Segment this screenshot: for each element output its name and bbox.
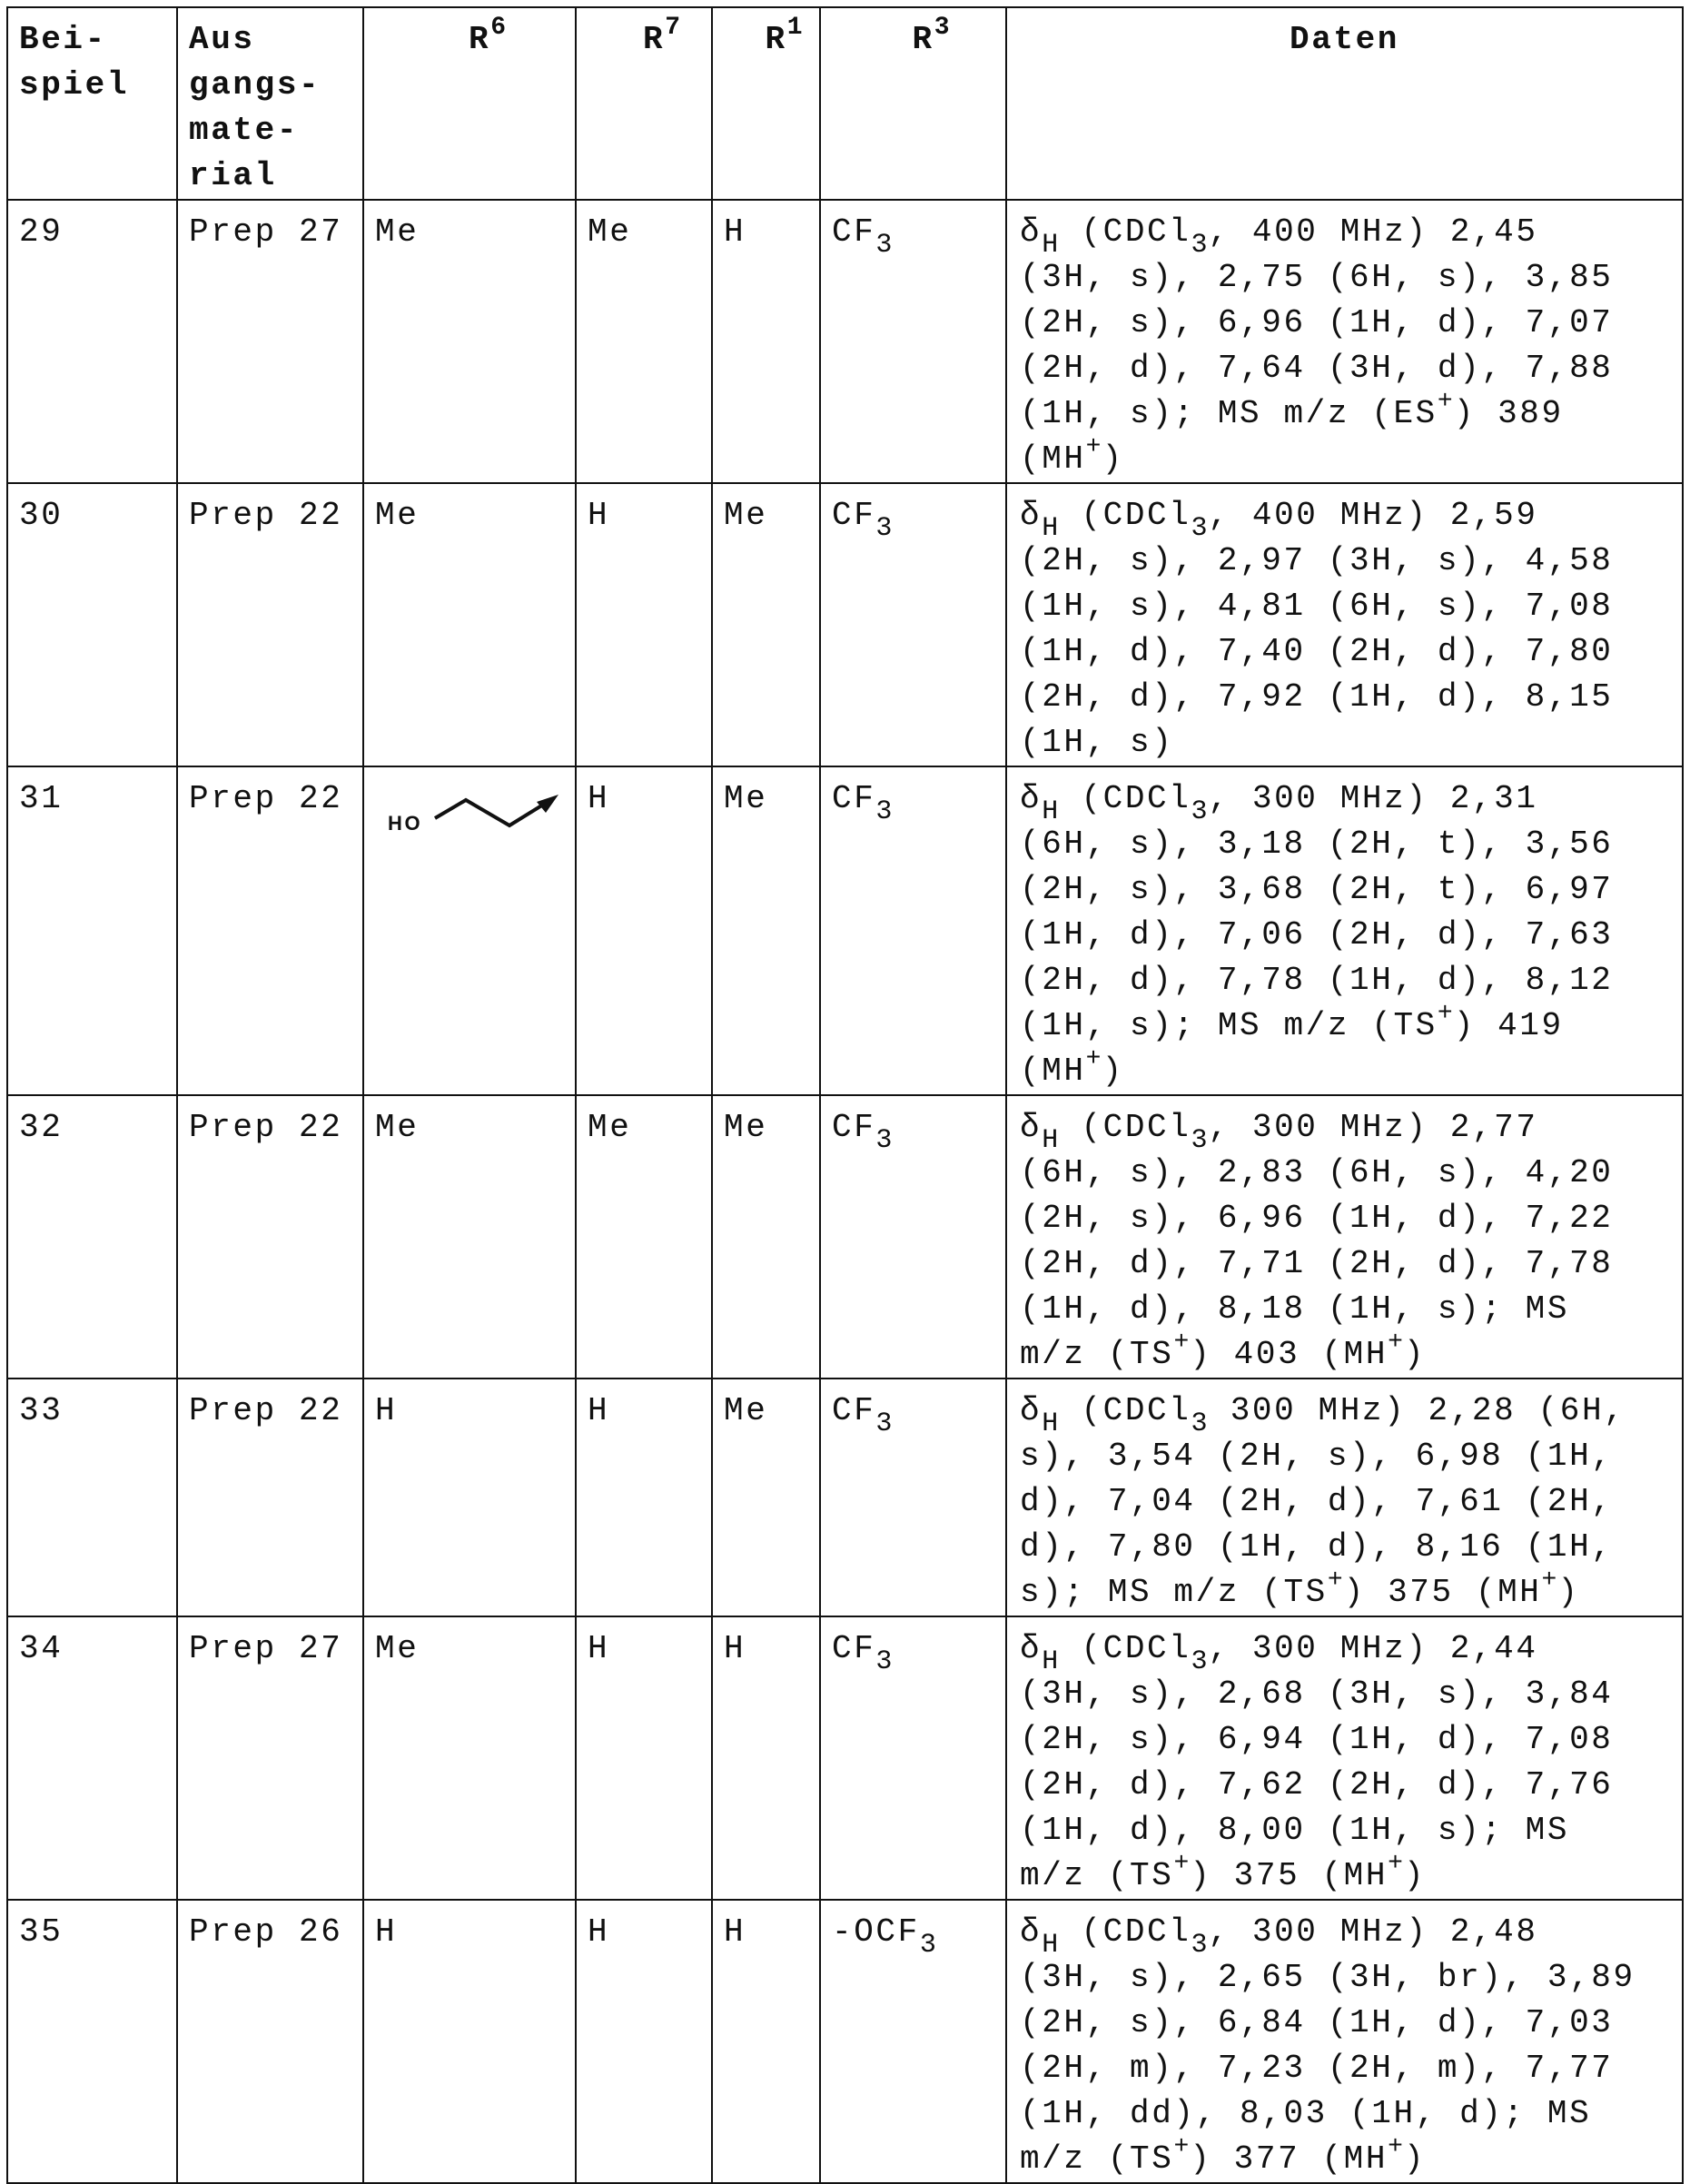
text-segment: d), 7,80 (1H, d), 8,16 (1H, bbox=[1020, 1528, 1614, 1566]
text-segment: δ bbox=[1020, 780, 1042, 817]
text-segment: m/z (TS bbox=[1020, 1857, 1173, 1894]
header-line: Bei- bbox=[19, 17, 176, 63]
subscript: H bbox=[1042, 1646, 1059, 1677]
data-line bbox=[1020, 1003, 1682, 1049]
beispiel-cell: 35 bbox=[7, 1900, 177, 2183]
text-segment: (CDCl bbox=[1059, 1392, 1191, 1429]
ausgangsmaterial-cell: Prep 22 bbox=[177, 1095, 363, 1379]
text-segment: 300 MHz) 2,28 (6H, bbox=[1208, 1392, 1626, 1429]
text-segment: (1H, dd), 8,03 (1H, d); MS bbox=[1020, 2095, 1591, 2132]
text-segment: s), 3,54 (2H, s), 6,98 (1H, bbox=[1020, 1438, 1614, 1475]
data-line bbox=[1020, 1853, 1682, 1899]
r6-cell: H bbox=[363, 1379, 576, 1616]
text-segment: , 300 MHz) 2,77 bbox=[1208, 1109, 1537, 1146]
text-segment: (CDCl bbox=[1059, 1109, 1191, 1146]
subscript: 3 bbox=[875, 230, 893, 261]
data-line bbox=[1020, 822, 1682, 867]
supscript: 3 bbox=[934, 14, 951, 42]
text-segment: (1H, s) bbox=[1020, 724, 1173, 761]
supscript: + bbox=[1388, 1329, 1404, 1357]
table-row bbox=[7, 1616, 1683, 1900]
text-segment: ) 419 bbox=[1454, 1007, 1564, 1044]
data-line bbox=[1020, 776, 1682, 822]
text-segment: (1H, d), 7,06 (2H, d), 7,63 bbox=[1020, 916, 1614, 954]
header-row bbox=[7, 7, 1683, 200]
text-segment: CF bbox=[832, 1630, 875, 1667]
beispiel-cell: 31 bbox=[7, 766, 177, 1095]
text-segment: (MH bbox=[1020, 440, 1086, 478]
text-segment: (2H, m), 7,23 (2H, m), 7,77 bbox=[1020, 2050, 1614, 2087]
r6-cell bbox=[363, 766, 576, 1095]
ausgangsmaterial-cell: Prep 22 bbox=[177, 1379, 363, 1616]
text-segment: ) 375 (MH bbox=[1344, 1574, 1542, 1611]
r3-cell bbox=[820, 483, 1006, 766]
subscript: 3 bbox=[920, 1930, 937, 1961]
text-segment: (MH bbox=[1020, 1052, 1086, 1090]
beispiel-cell: 34 bbox=[7, 1616, 177, 1900]
text-segment: , 400 MHz) 2,45 bbox=[1208, 213, 1537, 251]
text-segment: (CDCl bbox=[1059, 497, 1191, 534]
data-line bbox=[1020, 210, 1682, 255]
header-r1 bbox=[712, 7, 820, 200]
text-segment: (3H, s), 2,75 (6H, s), 3,85 bbox=[1020, 259, 1614, 296]
data-line bbox=[1020, 1479, 1682, 1525]
table-row bbox=[7, 1095, 1683, 1379]
data-line bbox=[1020, 1196, 1682, 1241]
text-segment: (2H, d), 7,78 (1H, d), 8,12 bbox=[1020, 962, 1614, 999]
table-row bbox=[7, 1379, 1683, 1616]
data-line bbox=[1020, 1332, 1682, 1378]
data-line bbox=[1020, 1241, 1682, 1287]
r6-cell: H bbox=[363, 1900, 576, 2183]
daten-cell bbox=[1006, 1095, 1683, 1379]
structure-label: HO bbox=[388, 812, 422, 835]
text-segment: , 300 MHz) 2,48 bbox=[1208, 1913, 1537, 1951]
supscript: + bbox=[1438, 388, 1454, 416]
text-segment: δ bbox=[1020, 1630, 1042, 1667]
data-line bbox=[1020, 2137, 1682, 2182]
compound-data-table bbox=[6, 6, 1684, 2184]
supscript: 1 bbox=[787, 14, 804, 42]
data-line bbox=[1020, 1910, 1682, 1955]
text-segment: CF bbox=[832, 1392, 875, 1429]
subscript: 3 bbox=[1191, 1930, 1208, 1961]
text-segment: , 300 MHz) 2,44 bbox=[1208, 1630, 1537, 1667]
subscript: 3 bbox=[875, 1408, 893, 1439]
header-beispiel bbox=[7, 7, 177, 200]
r7-cell: H bbox=[576, 1616, 712, 1900]
subscript: H bbox=[1042, 513, 1059, 544]
text-segment: CF bbox=[832, 213, 875, 251]
data-line bbox=[1020, 1388, 1682, 1434]
r7-cell: H bbox=[576, 1900, 712, 2183]
text-segment: s); MS m/z (TS bbox=[1020, 1574, 1328, 1611]
text-segment: δ bbox=[1020, 1392, 1042, 1429]
text-segment: m/z (TS bbox=[1020, 2140, 1173, 2178]
data-line bbox=[1020, 1105, 1682, 1151]
r1-cell: H bbox=[712, 200, 820, 483]
r7-cell: H bbox=[576, 1379, 712, 1616]
text-segment: ) bbox=[1557, 1574, 1579, 1611]
text-segment: (6H, s), 2,83 (6H, s), 4,20 bbox=[1020, 1154, 1614, 1191]
ausgangsmaterial-cell: Prep 22 bbox=[177, 766, 363, 1095]
subscript: 3 bbox=[875, 513, 893, 544]
text-segment: ) bbox=[1102, 440, 1123, 478]
subscript: 3 bbox=[875, 1646, 893, 1677]
data-line bbox=[1020, 675, 1682, 720]
data-line bbox=[1020, 1672, 1682, 1717]
subscript: H bbox=[1042, 1125, 1059, 1156]
data-line bbox=[1020, 867, 1682, 913]
r1-cell: H bbox=[712, 1900, 820, 2183]
data-line bbox=[1020, 958, 1682, 1003]
supscript: + bbox=[1438, 1000, 1454, 1028]
text-segment: (CDCl bbox=[1059, 1630, 1191, 1667]
text-segment: (CDCl bbox=[1059, 780, 1191, 817]
header-line: gangs- bbox=[189, 63, 362, 108]
r1-cell: Me bbox=[712, 1095, 820, 1379]
text-segment: (2H, d), 7,71 (2H, d), 7,78 bbox=[1020, 1245, 1614, 1282]
data-line bbox=[1020, 346, 1682, 391]
beispiel-cell: 29 bbox=[7, 200, 177, 483]
text-segment: (1H, s); MS m/z (ES bbox=[1020, 395, 1438, 432]
subscript: 3 bbox=[1191, 796, 1208, 827]
subscript: 3 bbox=[875, 1125, 893, 1156]
supscript: + bbox=[1328, 1566, 1344, 1595]
text-segment: (2H, s), 6,96 (1H, d), 7,07 bbox=[1020, 304, 1614, 341]
data-line bbox=[1020, 493, 1682, 539]
ausgangsmaterial-cell: Prep 26 bbox=[177, 1900, 363, 2183]
text-segment: CF bbox=[832, 1109, 875, 1146]
header-line: Aus bbox=[189, 17, 362, 63]
text-segment: (6H, s), 3,18 (2H, t), 3,56 bbox=[1020, 825, 1614, 863]
supscript: + bbox=[1173, 2133, 1190, 2161]
supscript: 7 bbox=[665, 14, 681, 42]
data-line bbox=[1020, 391, 1682, 437]
data-line bbox=[1020, 1808, 1682, 1853]
daten-cell bbox=[1006, 766, 1683, 1095]
subscript: H bbox=[1042, 1930, 1059, 1961]
header-r3 bbox=[820, 7, 1006, 200]
text-segment: δ bbox=[1020, 1913, 1042, 1951]
daten-cell bbox=[1006, 1900, 1683, 2183]
supscript: 6 bbox=[490, 14, 507, 42]
table-row bbox=[7, 766, 1683, 1095]
data-line bbox=[1020, 2046, 1682, 2091]
data-line bbox=[1020, 437, 1682, 482]
r3-cell bbox=[820, 1900, 1006, 2183]
r3-cell bbox=[820, 1379, 1006, 1616]
r6-cell: Me bbox=[363, 200, 576, 483]
text-segment: (1H, d), 8,00 (1H, s); MS bbox=[1020, 1812, 1569, 1849]
data-line bbox=[1020, 539, 1682, 584]
text-segment: (2H, s), 6,94 (1H, d), 7,08 bbox=[1020, 1721, 1614, 1758]
text-segment: ) 375 (MH bbox=[1190, 1857, 1388, 1894]
r7-cell: H bbox=[576, 483, 712, 766]
data-line bbox=[1020, 2091, 1682, 2137]
text-segment: ) bbox=[1404, 1857, 1426, 1894]
text-segment: m/z (TS bbox=[1020, 1336, 1173, 1373]
ausgangsmaterial-cell: Prep 22 bbox=[177, 483, 363, 766]
data-line bbox=[1020, 301, 1682, 346]
text-segment: (2H, s), 6,96 (1H, d), 7,22 bbox=[1020, 1200, 1614, 1237]
r6-cell: Me bbox=[363, 1616, 576, 1900]
data-line bbox=[1020, 584, 1682, 629]
table-row bbox=[7, 1900, 1683, 2183]
data-line bbox=[1020, 913, 1682, 958]
r3-cell bbox=[820, 1616, 1006, 1900]
text-segment: R bbox=[643, 21, 665, 58]
data-line bbox=[1020, 255, 1682, 301]
header-line: mate- bbox=[189, 108, 362, 153]
hydroxyethyl-structure-icon bbox=[375, 780, 575, 853]
text-segment: (2H, s), 2,97 (3H, s), 4,58 bbox=[1020, 542, 1614, 579]
data-line bbox=[1020, 1434, 1682, 1479]
data-line bbox=[1020, 2001, 1682, 2046]
header-daten: Daten bbox=[1006, 7, 1683, 200]
r1-cell: Me bbox=[712, 483, 820, 766]
header-line: spiel bbox=[19, 63, 176, 108]
text-segment: (2H, s), 6,84 (1H, d), 7,03 bbox=[1020, 2004, 1614, 2041]
r1-cell: H bbox=[712, 1616, 820, 1900]
header-r7 bbox=[576, 7, 712, 200]
text-segment: (CDCl bbox=[1059, 213, 1191, 251]
subscript: H bbox=[1042, 230, 1059, 261]
supscript: + bbox=[1086, 433, 1102, 461]
r1-cell: Me bbox=[712, 1379, 820, 1616]
daten-cell bbox=[1006, 200, 1683, 483]
table-row bbox=[7, 200, 1683, 483]
text-segment: ) bbox=[1404, 1336, 1426, 1373]
daten-cell bbox=[1006, 483, 1683, 766]
r7-cell: Me bbox=[576, 200, 712, 483]
data-line bbox=[1020, 1763, 1682, 1808]
text-segment: (2H, d), 7,92 (1H, d), 8,15 bbox=[1020, 678, 1614, 716]
text-segment: δ bbox=[1020, 1109, 1042, 1146]
text-segment: CF bbox=[832, 497, 875, 534]
r7-cell: H bbox=[576, 766, 712, 1095]
r7-cell: Me bbox=[576, 1095, 712, 1379]
supscript: + bbox=[1388, 2133, 1404, 2161]
data-line bbox=[1020, 1626, 1682, 1672]
text-segment: ) bbox=[1102, 1052, 1123, 1090]
text-segment: R bbox=[765, 21, 786, 58]
data-line bbox=[1020, 1955, 1682, 2001]
r6-cell: Me bbox=[363, 483, 576, 766]
r3-cell bbox=[820, 1095, 1006, 1379]
text-segment: (1H, d), 8,18 (1H, s); MS bbox=[1020, 1290, 1569, 1328]
data-line bbox=[1020, 1525, 1682, 1570]
text-segment: d), 7,04 (2H, d), 7,61 (2H, bbox=[1020, 1483, 1614, 1520]
supscript: + bbox=[1173, 1329, 1190, 1357]
subscript: 3 bbox=[1191, 230, 1208, 261]
daten-cell bbox=[1006, 1616, 1683, 1900]
data-line bbox=[1020, 1049, 1682, 1094]
r3-cell bbox=[820, 200, 1006, 483]
subscript: H bbox=[1042, 1408, 1059, 1439]
text-segment: (2H, s), 3,68 (2H, t), 6,97 bbox=[1020, 871, 1614, 908]
supscript: + bbox=[1388, 1850, 1404, 1878]
text-segment: ) 377 (MH bbox=[1190, 2140, 1388, 2178]
text-segment: -OCF bbox=[832, 1913, 920, 1951]
subscript: 3 bbox=[1191, 1646, 1208, 1677]
data-line bbox=[1020, 629, 1682, 675]
text-segment: CF bbox=[832, 780, 875, 817]
text-segment: ) 403 (MH bbox=[1190, 1336, 1388, 1373]
subscript: 3 bbox=[1191, 1125, 1208, 1156]
text-segment: ) 389 bbox=[1454, 395, 1564, 432]
text-segment: (1H, s); MS m/z (TS bbox=[1020, 1007, 1438, 1044]
text-segment: (3H, s), 2,65 (3H, br), 3,89 bbox=[1020, 1959, 1636, 1996]
data-line bbox=[1020, 1570, 1682, 1616]
beispiel-cell: 30 bbox=[7, 483, 177, 766]
beispiel-cell: 33 bbox=[7, 1379, 177, 1616]
subscript: H bbox=[1042, 796, 1059, 827]
daten-cell bbox=[1006, 1379, 1683, 1616]
r6-cell: Me bbox=[363, 1095, 576, 1379]
text-segment: ) bbox=[1404, 2140, 1426, 2178]
data-line bbox=[1020, 1287, 1682, 1332]
data-line bbox=[1020, 720, 1682, 766]
data-line bbox=[1020, 1151, 1682, 1196]
text-segment: R bbox=[469, 21, 490, 58]
text-segment: δ bbox=[1020, 497, 1042, 534]
table-row bbox=[7, 483, 1683, 766]
supscript: + bbox=[1086, 1045, 1102, 1073]
header-ausgangsmaterial bbox=[177, 7, 363, 200]
text-segment: (1H, s), 4,81 (6H, s), 7,08 bbox=[1020, 588, 1614, 625]
subscript: 3 bbox=[875, 796, 893, 827]
text-segment: (CDCl bbox=[1059, 1913, 1191, 1951]
r3-cell bbox=[820, 766, 1006, 1095]
text-segment: (2H, d), 7,64 (3H, d), 7,88 bbox=[1020, 350, 1614, 387]
header-r6 bbox=[363, 7, 576, 200]
supscript: + bbox=[1542, 1566, 1558, 1595]
subscript: 3 bbox=[1191, 1408, 1208, 1439]
r1-cell: Me bbox=[712, 766, 820, 1095]
supscript: + bbox=[1173, 1850, 1190, 1878]
beispiel-cell: 32 bbox=[7, 1095, 177, 1379]
text-segment: (2H, d), 7,62 (2H, d), 7,76 bbox=[1020, 1766, 1614, 1804]
subscript: 3 bbox=[1191, 513, 1208, 544]
header-line: rial bbox=[189, 153, 362, 199]
text-segment: R bbox=[912, 21, 934, 58]
data-line bbox=[1020, 1717, 1682, 1763]
ausgangsmaterial-cell: Prep 27 bbox=[177, 1616, 363, 1900]
text-segment: (1H, d), 7,40 (2H, d), 7,80 bbox=[1020, 633, 1614, 670]
ausgangsmaterial-cell: Prep 27 bbox=[177, 200, 363, 483]
text-segment: , 400 MHz) 2,59 bbox=[1208, 497, 1537, 534]
text-segment: , 300 MHz) 2,31 bbox=[1208, 780, 1537, 817]
text-segment: (3H, s), 2,68 (3H, s), 3,84 bbox=[1020, 1675, 1614, 1713]
text-segment: δ bbox=[1020, 213, 1042, 251]
